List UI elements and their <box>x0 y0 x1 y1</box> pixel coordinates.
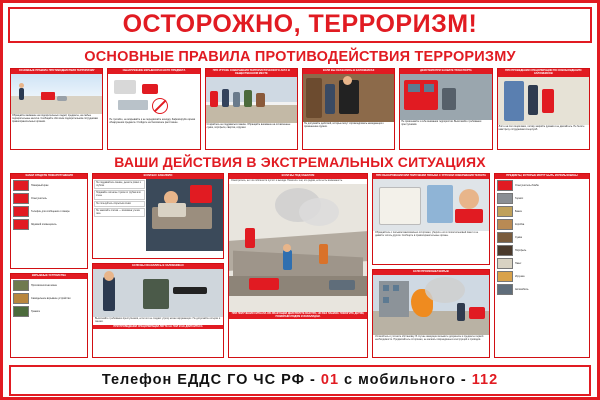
list-item-label: Портфель <box>515 248 527 252</box>
grenade-icon <box>13 306 29 317</box>
list-item <box>495 244 589 257</box>
card-title: ПРИ ОБНАРУЖЕНИИ ИЛИ ПОЛУЧЕНИИ ПИСЬМА С УГРОЗОЙ СОВЕРШЕНИЯ ТЕРАКТА <box>373 174 489 179</box>
card-text: Обращайтесь с письмом максимально осторожно, уберите его в полиэтиленовый пакет и не давайте читать другим. Сообщите в правоохранительные органы. <box>375 230 479 237</box>
card-public-place-threat <box>205 68 298 150</box>
list-item-label: Банка <box>515 209 522 213</box>
card-title: ЗНАКИ СРЕДСТВ ПОЖАРОТУШЕНИЯ <box>11 174 87 179</box>
page-title: ОСТОРОЖНО, ТЕРРОРИЗМ! <box>122 10 478 38</box>
card-hostage-actions <box>92 263 224 358</box>
card-if-buried <box>92 173 224 259</box>
column-under-rubble <box>228 173 368 358</box>
card-text: Выполняйте требования преступников, если это не создаёт угрозу жизни окружающих. Не допускайте истерик и паники. <box>95 316 221 323</box>
list-item <box>11 279 87 292</box>
rule-text: Подавайте сигналы стуком по трубам или стене <box>94 190 145 199</box>
list-item-label: Огнетушитель <box>31 196 47 200</box>
thermos-icon <box>497 193 513 204</box>
list-item <box>11 205 87 218</box>
card-title: ОБНАРУЖЕНИЕ ВЗРЫВООПАСНОГО ПРЕДМЕТА <box>108 69 199 74</box>
card-title: ОСНОВНЫЕ ПРАВИЛА ПРОТИВОДЕЙСТВИЯ ТЕРРОРИЗМУ <box>11 69 102 74</box>
list-item-label: Игрушка <box>515 274 525 278</box>
card-title: ЕСЛИ ВЫ ПОД ЗАВАЛОМ <box>229 174 367 179</box>
card-title: ВЗРЫВНЫЕ УСТРОЙСТВА <box>11 274 87 279</box>
fire-hydrant-icon <box>13 180 29 191</box>
list-item-label: Коробка <box>515 222 525 226</box>
list-item <box>495 283 589 296</box>
emergency-phone-bar <box>9 365 591 396</box>
row-bottom-cards <box>3 173 597 358</box>
column-trapped <box>92 173 224 358</box>
list-item-label: Огнетушитель-бомба <box>515 183 539 187</box>
bag-icon <box>497 232 513 243</box>
list-item-label: Телефон для сообщения о пожаре <box>31 209 70 213</box>
card-explosive-devices <box>10 273 88 358</box>
box-icon <box>497 219 513 230</box>
card-possible-objects <box>494 173 590 358</box>
section-2-heading: ВАШИ ДЕЙСТВИЯ В ЭКСТРЕМАЛЬНЫХ СИТУАЦИЯХ <box>114 154 486 170</box>
list-item-label: Самодельное взрывное устройство <box>31 296 71 300</box>
phone-number-primary: 01 <box>320 372 340 388</box>
card-explosive-found <box>107 68 200 150</box>
list-item <box>495 205 589 218</box>
phone-number-mobile: 112 <box>471 372 499 388</box>
extinguisher-icon <box>13 193 29 204</box>
list-item-label: Термос <box>515 196 524 200</box>
list-item <box>495 218 589 231</box>
column-signs <box>10 173 88 358</box>
package-icon <box>497 258 513 269</box>
card-title: ПРЕДМЕТЫ, КОТОРЫЕ МОГУТ БЫТЬ ИСПОЛЬЗОВАНЫ <box>495 174 589 179</box>
list-item-label: Граната <box>31 309 40 313</box>
card-text: Обращайте внимание на подозрительных людей, предметы, на любые подозрительные мелочи. Сообщайте обо всем подозрительном сотрудникам правоохранительных органов. <box>12 113 98 123</box>
ied-icon <box>13 293 29 304</box>
card-basic-rules <box>10 68 103 150</box>
list-item <box>495 270 589 283</box>
card-title: ЕСЛИ ВАС ЗАВАЛИЛО <box>93 174 223 179</box>
poster-title-bar <box>8 7 592 43</box>
mine-icon <box>13 280 29 291</box>
list-item-label: Пожарный кран <box>31 183 49 187</box>
card-under-rubble <box>228 173 368 358</box>
list-item <box>495 192 589 205</box>
column-letter-and-blast <box>372 173 490 358</box>
card-title: ЕСЛИ ВЫ ОКАЗАЛИСЬ В ЗАЛОЖНИКАХ <box>303 69 394 74</box>
card-title: ДЕЙСТВИЯ ПРИ ЗАХВАТЕ ТРАНСПОРТА <box>400 69 491 74</box>
card-footer-note: ПРИ ПОЛУЧЕНИИ СИГНАЛА ОБ ЭВАКУАЦИИ ДЕЙСТВУЙТЕ БЫСТРО, НО БЕЗ ПАНИКИ. ПОМОГИТЕ ДЕТЯМ, ПОЖИЛЫМ ЛЮДЯМ И ИНВАЛИДАМ. <box>229 312 367 320</box>
can-icon <box>497 206 513 217</box>
fire-phone-icon <box>13 206 29 217</box>
column-suspicious-objects <box>494 173 590 358</box>
card-title: ЕСЛИ ВЫ ОКАЗАЛИСЬ В ЗАЛОЖНИКАХ <box>93 264 223 269</box>
card-text: Не трогайте, не вскрывайте и не передвигайте находку. Зафиксируйте время обнаружения предмета. Отойдите на безопасное расстояние. <box>109 117 196 124</box>
list-item-label: Пакет <box>515 261 522 265</box>
briefcase-icon <box>497 245 513 256</box>
row-top-cards <box>3 68 597 150</box>
list-item <box>495 231 589 244</box>
card-text: Не допускайте действий, которые могут спровоцировать нападающих к применению оружия. <box>303 121 384 128</box>
list-item-label: Автомобиль <box>515 287 529 291</box>
list-item <box>11 292 87 305</box>
card-title: ЕСЛИ ПРОИЗОШЁЛ ВЗРЫВ <box>373 270 489 275</box>
card-hostage <box>302 68 395 150</box>
card-note: ПРИ ПРОВЕДЕНИИ СПЕЦОПЕРАЦИИ ЛЯГТЕ НА ПОЛ И НЕ ДВИГАЙТЕСЬ <box>93 325 223 330</box>
car-icon <box>497 284 513 295</box>
rule-text: Не пользуйтесь открытым огнём <box>94 201 145 208</box>
list-item <box>495 257 589 270</box>
phone-text-before: Телефон ЕДДС ГО ЧС РФ - <box>101 372 321 388</box>
list-item <box>11 218 87 231</box>
list-item <box>11 305 87 318</box>
card-text: Успокойтесь и уточните обстановку. В случае эвакуации возьмите документы и предметы первой необходимости. Продвигайтесь осторожно, не касаясь повреждённых конструкций и проводов. <box>375 334 484 341</box>
card-text: Не привлекайте к себе внимания террористов. Выполняйте требования преступников. <box>401 119 482 126</box>
alarm-icon <box>13 219 29 230</box>
card-title: ПРИ ПРОВЕДЕНИИ СПЕЦОПЕРАЦИИ ПО ОСВОБОЖДЕНИЮ ЗАЛОЖНИКОВ <box>498 69 589 77</box>
list-item <box>11 179 87 192</box>
list-item-label: Противопехотная мина <box>31 283 57 287</box>
card-after-explosion <box>372 269 490 358</box>
card-special-operation <box>497 68 590 150</box>
card-text: Старайтесь не поддаваться панике. Обращайте внимание на оставленные сумки, портфели, свёртки, игрушки. <box>206 122 291 129</box>
card-title: ПРИ УГРОЗЕ СОВЕРШЕНИЯ ТЕРРОРИСТИЧЕСКОГО АКТА В ОБЩЕСТВЕННОМ МЕСТЕ <box>206 69 297 77</box>
card-fire-signs <box>10 173 88 269</box>
extinguisher-bomb-icon <box>497 180 513 191</box>
list-item <box>11 192 87 205</box>
card-text: Осмотритесь, нет ли поблизости пустот и выхода. Помогите тем, кто рядом, если есть возможность. <box>231 178 343 182</box>
list-item-label: Звуковой оповещатель <box>31 222 57 226</box>
list-item-label: Сумка <box>515 235 522 239</box>
toy-icon <box>497 271 513 282</box>
phone-text-middle: с мобильного - <box>339 372 472 388</box>
section-1-heading: ОСНОВНЫЕ ПРАВИЛА ПРОТИВОДЕЙСТВИЯ ТЕРРОРИЗМУ <box>84 49 516 65</box>
card-threat-letter <box>372 173 490 265</box>
card-transport-seizure <box>399 68 492 150</box>
rule-text: Не поддавайтесь панике, дышите ровно и глубоко <box>94 180 145 189</box>
list-item <box>495 179 589 192</box>
rule-text: Не зажигайте спички — возможна утечка газа <box>94 208 145 217</box>
card-text: Лягте на пол лицом вниз, голову закройте руками и не двигайтесь. Не бегите навстречу сотрудникам спецслужб. <box>498 124 585 131</box>
